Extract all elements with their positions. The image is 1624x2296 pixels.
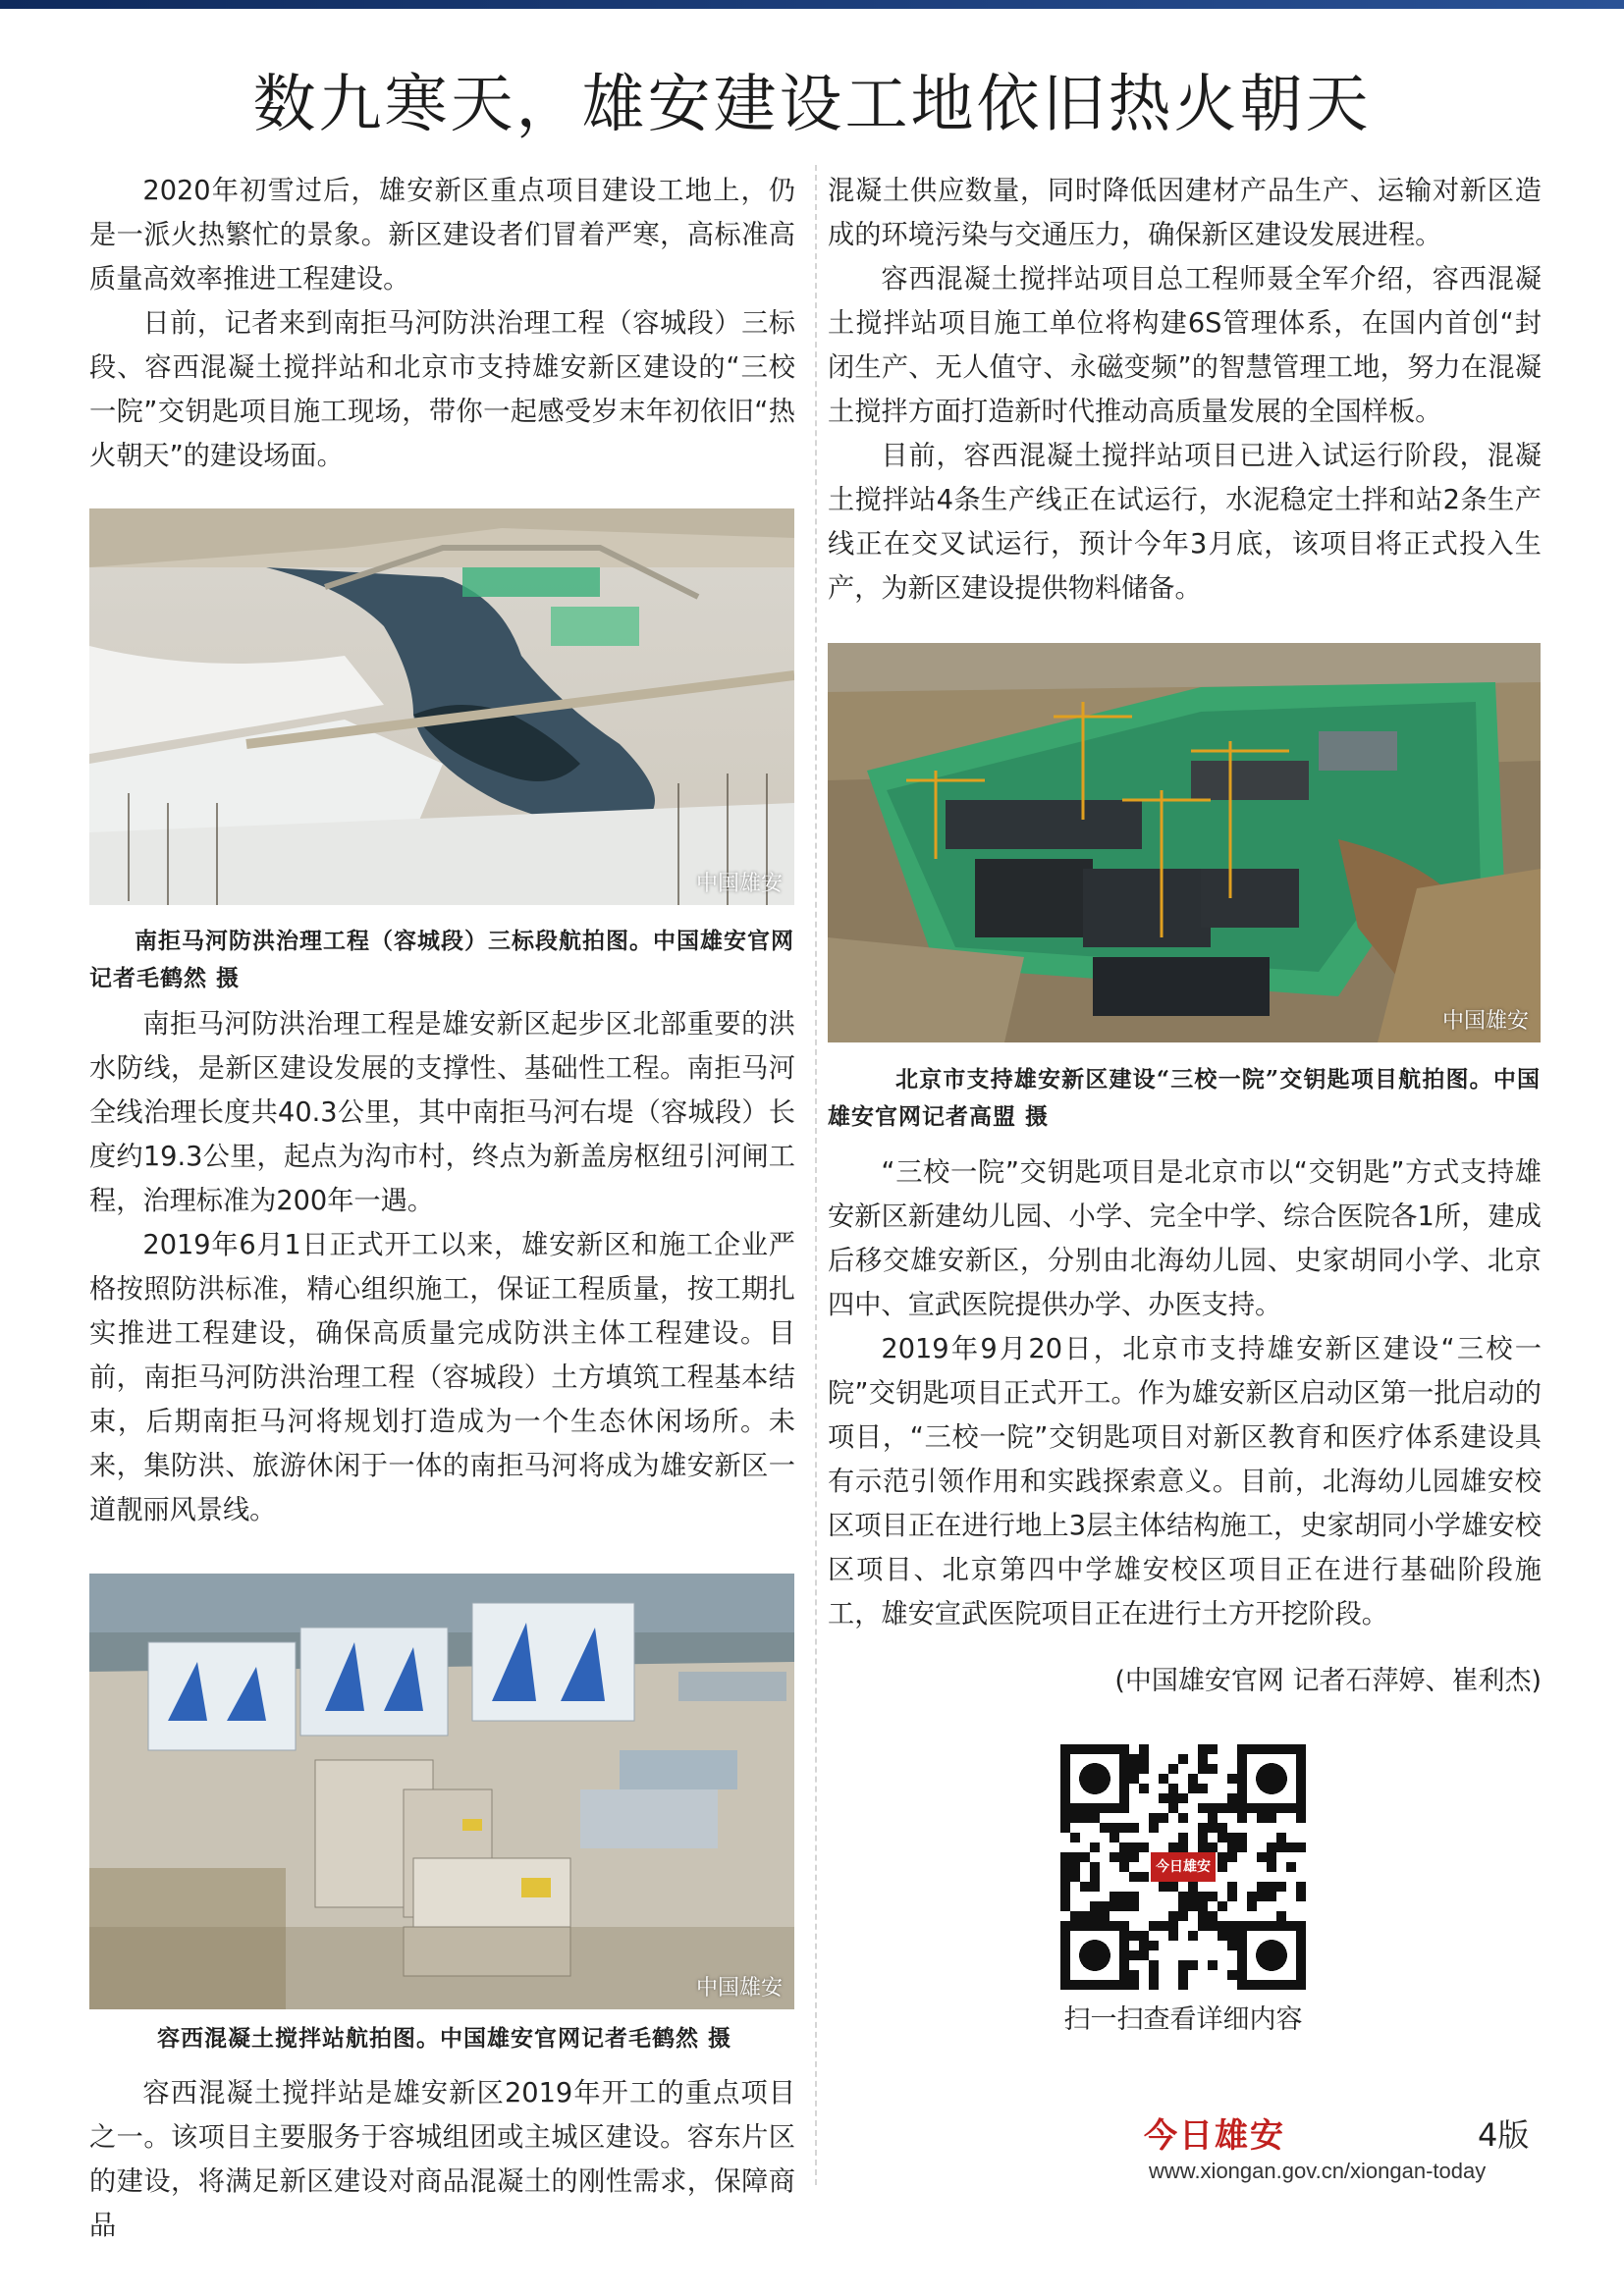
paragraph: 容西混凝土搅拌站项目总工程师聂全军介绍，容西混凝土搅拌站项目施工单位将构建6S管理体系，在国内首创“封闭生产、无人值守、永磁变频”的智慧管理工地，努力在混凝土搅拌方面打造新时代推动高质量发展的全国样板。 <box>828 264 1542 427</box>
column-divider <box>815 165 817 2185</box>
right-top <box>828 169 1542 611</box>
paragraph: 2019年9月20日，北京市支持雄安新区建设“三校一院”交钥匙项目正式开工。作为雄安新区启动区第一批启动的项目，“三校一院”交钥匙项目对新区教育和医疗体系建设具有示范引领作用和实践探索意义。目前，北海幼儿园雄安校区项目正在进行地上3层主体结构施工，史家胡同小学雄安校区项目、北京第四中学雄安校区项目正在进行基础阶段施工，雄安宣武医院项目正在进行土方开挖阶段。 <box>828 1334 1542 1629</box>
watermark-logo: 中国雄安 <box>695 872 783 896</box>
paragraph: 2020年初雪过后，雄安新区重点项目建设工地上，仍是一派火热繁忙的景象。新区建设者们冒着严寒，高标准高质量高效率推进工程建设。 <box>89 176 795 294</box>
qr-label: 扫一扫查看详细内容 <box>1063 2004 1303 2035</box>
left-middle <box>89 1002 795 1532</box>
paragraph: 容西混凝土搅拌站是雄安新区2019年开工的重点项目之一。该项目主要服务于容城组团或主城区建设。容东片区的建设，将满足新区建设对商品混凝土的刚性需求，保障商品 <box>89 2078 795 2241</box>
three-schools-image <box>828 643 1541 1042</box>
footer-brand-logo: 今日雄安 <box>1144 2116 1285 2156</box>
left-intro <box>89 169 795 478</box>
page-number: 4版 <box>1478 2116 1530 2154</box>
article-credit: (中国雄安官网 记者石萍婷、崔利杰) <box>1114 1666 1542 1696</box>
paragraph: “三校一院”交钥匙项目是北京市以“交钥匙”方式支持雄安新区新建幼儿园、小学、完全中学、综合医院各1所，建成后移交雄安新区，分别由北海幼儿园、史家胡同小学、北京四中、宣武医院提供办学、办医支持。 <box>828 1157 1542 1320</box>
photo-caption: 南拒马河防洪治理工程（容城段）三标段航拍图。中国雄安官网记者毛鹤然 摄 <box>89 928 794 991</box>
photo-caption: 容西混凝土搅拌站航拍图。中国雄安官网记者毛鹤然 摄 <box>157 2025 732 2052</box>
river-aerial-image <box>89 508 794 905</box>
paragraph: 2019年6月1日正式开工以来，雄安新区和施工企业严格按照防洪标准，精心组织施工，保证工程质量，按工期扎实推进工程建设，确保高质量完成防洪主体工程建设。目前，南拒马河防洪治理工程（容城段）土方填筑工程基本结束，后期南拒马河将规划打造成为一个生态休闲场所。未来，集防洪、旅游休闲于一体的南拒马河将成为雄安新区一道靓丽风景线。 <box>89 1230 795 1525</box>
photo-caption: 北京市支持雄安新区建设“三校一院”交钥匙项目航拍图。中国雄安官网记者高盟 摄 <box>828 1066 1541 1130</box>
mixing-station-image <box>89 1574 794 2009</box>
three-schools-photo <box>828 643 1541 1042</box>
page-title: 数九寒天，雄安建设工地依旧热火朝天 <box>252 69 1372 141</box>
paragraph: 日前，记者来到南拒马河防洪治理工程（容城段）三标段、容西混凝土搅拌站和北京市支持雄安新区建设的“三校一院”交钥匙项目施工现场，带你一起感受岁末年初依旧“热火朝天”的建设场面。 <box>89 308 795 471</box>
top-bar <box>0 0 1624 9</box>
mixing-station-photo <box>89 1574 794 2009</box>
watermark-logo: 中国雄安 <box>1441 1009 1529 1034</box>
left-bottom <box>89 2071 795 2248</box>
qr-center-logo: 今日雄安 <box>1151 1852 1216 1882</box>
footer-url[interactable]: www.xiongan.gov.cn/xiongan-today <box>1149 2159 1487 2183</box>
river-aerial-photo <box>89 508 794 905</box>
qr-code[interactable] <box>1060 1744 1306 1990</box>
right-bottom <box>828 1150 1542 1636</box>
paragraph: 目前，容西混凝土搅拌站项目已进入试运行阶段，混凝土搅拌站4条生产线正在试运行，水泥稳定土拌和站2条生产线正在交叉试运行，预计今年3月底，该项目将正式投入生产，为新区建设提供物料储备。 <box>828 441 1542 604</box>
watermark-logo: 中国雄安 <box>695 1976 783 2001</box>
paragraph: 南拒马河防洪治理工程是雄安新区起步区北部重要的洪水防线，是新区建设发展的支撑性、基础性工程。南拒马河全线治理长度共40.3公里，其中南拒马河右堤（容城段）长度约19.3公里，起点为沟市村，终点为新盖房枢纽引河闸工程，治理标准为200年一遇。 <box>89 1009 795 1216</box>
paragraph: 混凝土供应数量，同时降低因建材产品生产、运输对新区造成的环境污染与交通压力，确保新区建设发展进程。 <box>828 176 1542 250</box>
